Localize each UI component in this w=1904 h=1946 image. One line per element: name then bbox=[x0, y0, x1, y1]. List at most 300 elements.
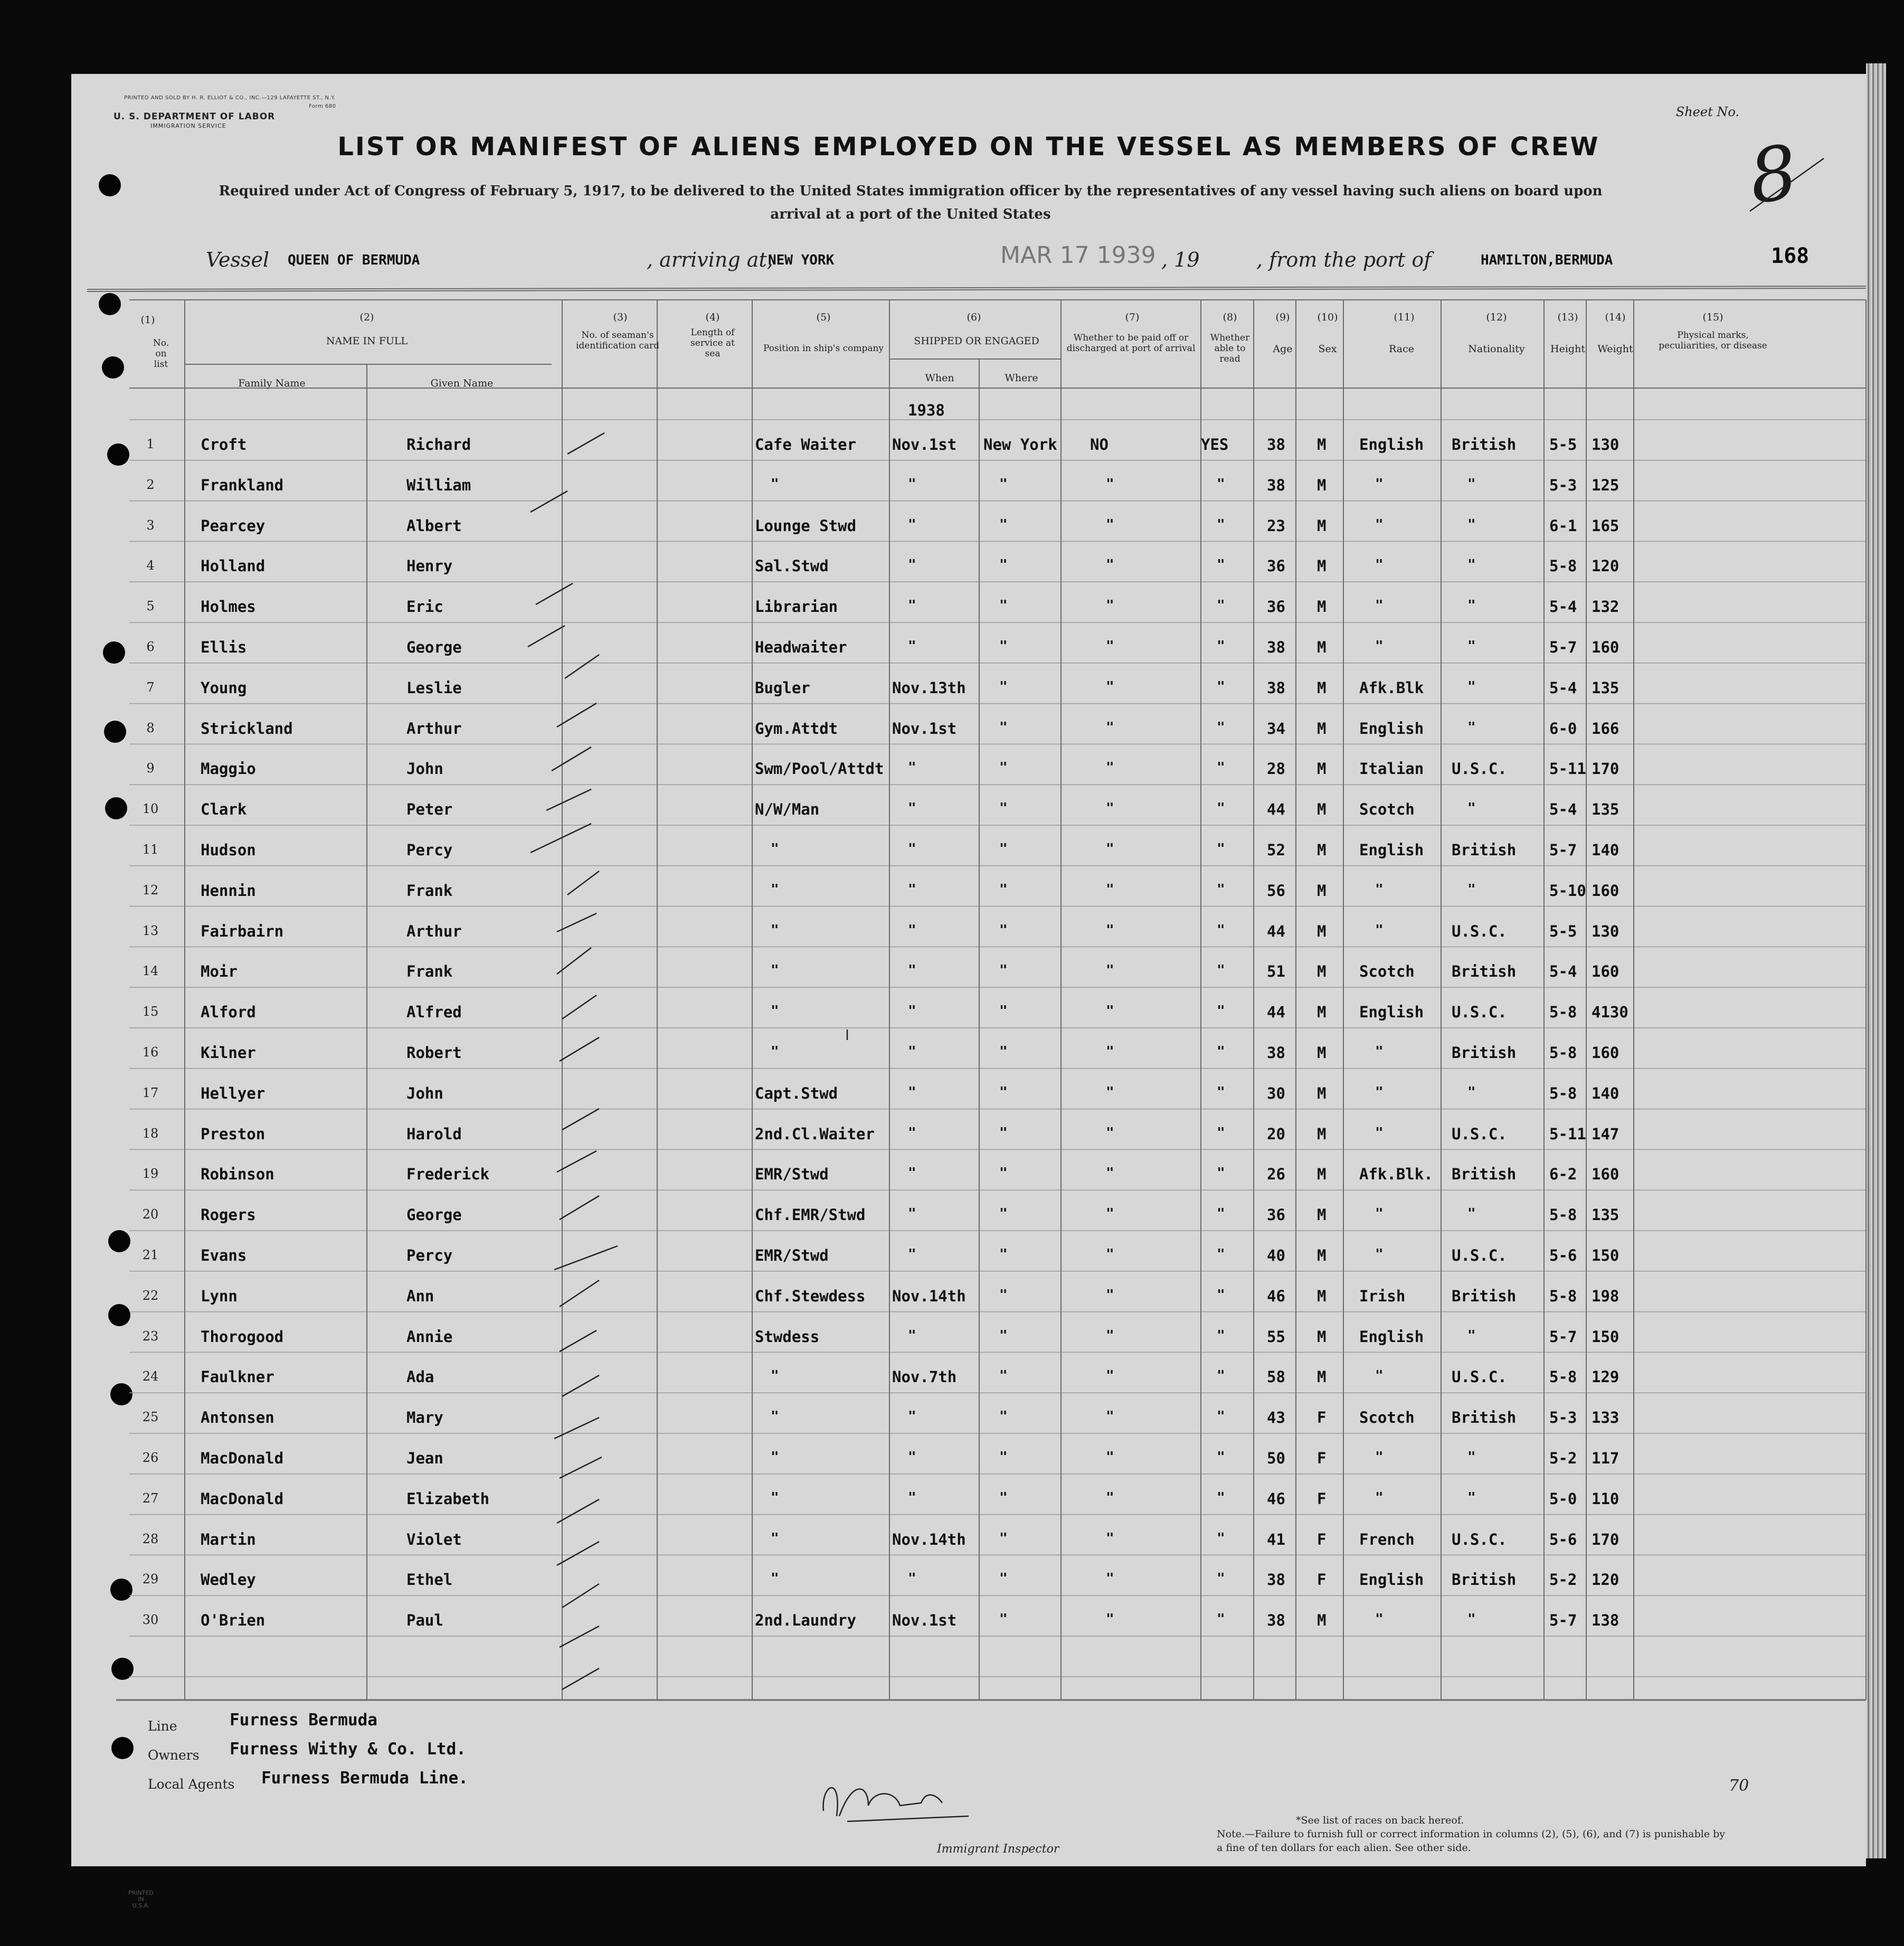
given-name-subhead: Given Name bbox=[430, 377, 494, 389]
cell-weight: 160 bbox=[1592, 881, 1619, 900]
department-name: U. S. DEPARTMENT OF LABOR bbox=[113, 111, 276, 122]
cell-where: " bbox=[999, 598, 1008, 614]
col-num-10: (10) bbox=[1317, 311, 1338, 323]
row-number: 3 bbox=[146, 517, 155, 533]
cell-given: William bbox=[406, 476, 471, 494]
cell-position: " bbox=[771, 1003, 779, 1019]
cell-read: " bbox=[1217, 1287, 1225, 1303]
col-num-12: (12) bbox=[1486, 311, 1507, 323]
cell-height: 5-8 bbox=[1549, 1368, 1577, 1386]
cell-position: " bbox=[771, 1409, 779, 1425]
cell-nat: " bbox=[1467, 557, 1476, 573]
cell-position: " bbox=[771, 1449, 779, 1465]
cell-nat: " bbox=[1467, 881, 1476, 898]
vessel-label: Vessel bbox=[206, 248, 270, 271]
cell-when: " bbox=[908, 598, 916, 614]
cell-paid: " bbox=[1106, 719, 1114, 735]
date-stamp: MAR 17 1939 bbox=[1000, 242, 1156, 269]
cell-weight: 120 bbox=[1592, 1571, 1619, 1589]
col-num-2: (2) bbox=[359, 311, 374, 323]
cell-position: 2nd.Laundry bbox=[755, 1611, 857, 1630]
cell-family: Lynn bbox=[201, 1287, 238, 1305]
cell-paid: " bbox=[1106, 1368, 1114, 1384]
cell-position: Bugler bbox=[755, 678, 810, 697]
cell-when: Nov.13th bbox=[892, 678, 966, 697]
cell-sex: M bbox=[1317, 800, 1327, 819]
cell-race: " bbox=[1375, 881, 1384, 898]
cell-when: " bbox=[908, 1084, 916, 1100]
row-number: 6 bbox=[146, 639, 155, 654]
cell-read: " bbox=[1217, 557, 1225, 573]
cell-height: 6-2 bbox=[1549, 1165, 1577, 1184]
margin-mark: 70 bbox=[1729, 1777, 1749, 1795]
cell-race: " bbox=[1375, 557, 1384, 573]
cell-paid: " bbox=[1106, 922, 1114, 938]
cell-family: Moir bbox=[201, 962, 238, 981]
cell-age: 28 bbox=[1267, 760, 1285, 778]
cell-where: " bbox=[999, 1327, 1008, 1344]
cell-weight: 117 bbox=[1592, 1449, 1619, 1467]
cell-race: English bbox=[1359, 436, 1424, 454]
cell-paid: NO bbox=[1090, 436, 1109, 454]
row-number: 2 bbox=[146, 477, 155, 492]
cell-given: Frederick bbox=[406, 1165, 490, 1184]
cell-read: " bbox=[1217, 1409, 1225, 1425]
cell-given: Percy bbox=[406, 841, 453, 859]
cell-family: Maggio bbox=[201, 760, 256, 778]
cell-age: 30 bbox=[1267, 1084, 1285, 1102]
cell-family: Preston bbox=[201, 1125, 266, 1143]
cell-race: Scotch bbox=[1359, 800, 1415, 819]
cell-height: 5-5 bbox=[1549, 436, 1577, 454]
cell-read: " bbox=[1217, 1530, 1225, 1546]
cell-read: " bbox=[1217, 1571, 1225, 1587]
printer-imprint: PRINTED AND SOLD BY H. R. ELLIOT & CO., INC.—129 LAFAYETTE ST., N.Y. bbox=[124, 95, 336, 101]
vessel-name: QUEEN OF BERMUDA bbox=[288, 252, 420, 268]
cell-height: 5-8 bbox=[1549, 1084, 1577, 1102]
cell-position: N/W/Man bbox=[755, 800, 820, 819]
cell-position: Librarian bbox=[755, 598, 838, 616]
col-num-7: (7) bbox=[1125, 311, 1140, 323]
cell-when: " bbox=[908, 638, 916, 654]
legal-note bbox=[1217, 1813, 1734, 1855]
cell-read: " bbox=[1217, 719, 1225, 735]
cell-read: " bbox=[1217, 678, 1225, 695]
cell-where: " bbox=[999, 1003, 1008, 1019]
cell-nat: " bbox=[1467, 1489, 1476, 1506]
cell-when: Nov.14th bbox=[892, 1530, 966, 1548]
cell-read: " bbox=[1217, 1489, 1225, 1506]
cell-weight: 135 bbox=[1592, 678, 1619, 697]
row-number: 4 bbox=[146, 558, 155, 573]
col-head-15: Physical marks, peculiarities, or disease bbox=[1659, 330, 1767, 351]
local-agents-label: Local Agents bbox=[148, 1777, 235, 1792]
cell-race: English bbox=[1359, 1327, 1424, 1346]
cell-paid: " bbox=[1106, 476, 1114, 492]
cell-weight: 138 bbox=[1592, 1611, 1619, 1630]
cell-when: " bbox=[908, 1246, 916, 1262]
cell-nat: British bbox=[1452, 1165, 1517, 1184]
cell-where: " bbox=[999, 1449, 1008, 1465]
row-number: 12 bbox=[142, 882, 159, 898]
cell-age: 38 bbox=[1267, 476, 1285, 494]
col-num-4: (4) bbox=[705, 311, 720, 323]
row-number: 1 bbox=[146, 437, 155, 451]
cell-where: " bbox=[999, 841, 1008, 857]
cell-when: " bbox=[908, 922, 916, 938]
cell-given: Elizabeth bbox=[406, 1489, 490, 1508]
cell-read: " bbox=[1217, 516, 1225, 533]
cell-position: Headwaiter bbox=[755, 638, 847, 656]
cell-family: Evans bbox=[201, 1246, 247, 1264]
cell-position: Gym.Attdt bbox=[755, 719, 838, 738]
cell-nat: U.S.C. bbox=[1452, 760, 1507, 778]
cell-where: " bbox=[999, 1571, 1008, 1587]
cell-where: " bbox=[999, 800, 1008, 817]
cell-height: 5-2 bbox=[1549, 1449, 1577, 1467]
cell-read: " bbox=[1217, 638, 1225, 654]
cell-paid: " bbox=[1106, 516, 1114, 533]
cell-given: Leslie bbox=[406, 678, 462, 697]
cell-when: Nov.1st bbox=[892, 436, 957, 454]
cell-position: " bbox=[771, 881, 779, 898]
cell-age: 56 bbox=[1267, 881, 1285, 900]
cell-nat: British bbox=[1452, 1287, 1517, 1305]
cell-race: " bbox=[1375, 1489, 1384, 1506]
cell-read: " bbox=[1217, 1246, 1225, 1262]
cell-family: Martin bbox=[201, 1530, 256, 1548]
col-head-7: Whether to be paid off or discharged at port of arrival bbox=[1066, 333, 1196, 354]
cell-nat: " bbox=[1467, 476, 1476, 492]
cell-sex: M bbox=[1317, 1044, 1327, 1062]
cell-paid: " bbox=[1106, 800, 1114, 817]
cell-weight: 160 bbox=[1592, 1044, 1619, 1062]
cell-paid: " bbox=[1106, 557, 1114, 573]
cell-height: 5-11 bbox=[1549, 760, 1586, 778]
cell-height: 6-1 bbox=[1549, 516, 1577, 535]
cell-where: " bbox=[999, 476, 1008, 492]
cell-paid: " bbox=[1106, 1409, 1114, 1425]
cell-height: 5-4 bbox=[1549, 962, 1577, 981]
cell-sex: M bbox=[1317, 436, 1327, 454]
row-number: 10 bbox=[142, 801, 159, 817]
cell-when: " bbox=[908, 1449, 916, 1465]
row-number: 22 bbox=[142, 1288, 159, 1303]
cell-race: French bbox=[1359, 1530, 1415, 1548]
cell-paid: " bbox=[1106, 1449, 1114, 1465]
cell-sex: M bbox=[1317, 841, 1327, 859]
cell-age: 46 bbox=[1267, 1287, 1285, 1305]
cell-family: Young bbox=[201, 678, 247, 697]
col-head-3: No. of seaman's identification card bbox=[575, 330, 660, 351]
col-num-8: (8) bbox=[1223, 311, 1237, 323]
col-head-5: Position in ship's company bbox=[763, 343, 884, 354]
row-number: 26 bbox=[142, 1450, 159, 1465]
cell-height: 5-8 bbox=[1549, 1206, 1577, 1224]
col-num-6: (6) bbox=[967, 311, 981, 323]
row-number: 21 bbox=[142, 1248, 159, 1262]
cell-height: 5-6 bbox=[1549, 1530, 1577, 1548]
cell-sex: M bbox=[1317, 1368, 1327, 1386]
col-num-13: (13) bbox=[1557, 311, 1578, 323]
cell-sex: M bbox=[1317, 1246, 1327, 1264]
arriving-label: , arriving at, bbox=[647, 248, 773, 271]
service-name: IMMIGRATION SERVICE bbox=[150, 122, 226, 129]
cell-height: 5-4 bbox=[1549, 598, 1577, 616]
cell-read: " bbox=[1217, 1125, 1225, 1141]
cell-sex: M bbox=[1317, 557, 1327, 575]
local-agents-value: Furness Bermuda Line. bbox=[261, 1769, 468, 1788]
paper-stack-edge bbox=[1866, 63, 1886, 1858]
cell-race: " bbox=[1375, 922, 1384, 938]
cell-weight: 147 bbox=[1592, 1125, 1619, 1143]
page-subtitle: Required under Act of Congress of February 5, 1917, to be delivered to the United States immigration officer by the representatives of any vessel having such aliens on board upon arrival at a port of the United States bbox=[219, 183, 1603, 222]
cell-given: Frank bbox=[406, 881, 453, 900]
cell-paid: " bbox=[1106, 881, 1114, 898]
cell-sex: M bbox=[1317, 1003, 1327, 1022]
cell-height: 5-7 bbox=[1549, 1327, 1577, 1346]
cell-nat: " bbox=[1467, 1327, 1476, 1344]
cell-when: " bbox=[908, 1489, 916, 1506]
cell-position: EMR/Stwd bbox=[755, 1165, 829, 1184]
cell-height: 5-6 bbox=[1549, 1246, 1577, 1264]
when-subhead: When bbox=[925, 372, 954, 384]
cell-when: " bbox=[908, 881, 916, 898]
cell-when: Nov.7th bbox=[892, 1368, 957, 1386]
cell-sex: M bbox=[1317, 1165, 1327, 1184]
cell-paid: " bbox=[1106, 1003, 1114, 1019]
cell-read: " bbox=[1217, 1449, 1225, 1465]
year-label: , 19 bbox=[1161, 248, 1200, 271]
row-number: 16 bbox=[142, 1045, 159, 1060]
cell-when: " bbox=[908, 1327, 916, 1344]
sheet-number-handwritten: 8 bbox=[1744, 129, 1803, 221]
cell-family: Antonsen bbox=[201, 1409, 274, 1427]
cell-age: 44 bbox=[1267, 1003, 1285, 1022]
cell-given: Percy bbox=[406, 1246, 453, 1264]
cell-weight: 125 bbox=[1592, 476, 1619, 494]
cell-given: Ann bbox=[406, 1287, 434, 1305]
col-head-13: Height bbox=[1550, 343, 1585, 355]
cell-given: George bbox=[406, 1206, 462, 1224]
cell-paid: " bbox=[1106, 1044, 1114, 1060]
cell-paid: " bbox=[1106, 1327, 1114, 1344]
cell-position: Chf.Stewdess bbox=[755, 1287, 866, 1305]
cell-position: Stwdess bbox=[755, 1327, 820, 1346]
cell-height: 5-3 bbox=[1549, 1409, 1577, 1427]
cell-read: " bbox=[1217, 962, 1225, 979]
where-subhead: Where bbox=[1005, 372, 1038, 384]
from-port: HAMILTON,BERMUDA bbox=[1481, 252, 1613, 268]
cell-age: 38 bbox=[1267, 1571, 1285, 1589]
cell-where: " bbox=[999, 962, 1008, 979]
cell-race: " bbox=[1375, 1368, 1384, 1384]
row-number: 27 bbox=[142, 1490, 159, 1506]
cell-read: " bbox=[1217, 800, 1225, 817]
cell-position: EMR/Stwd bbox=[755, 1246, 829, 1264]
cell-family: Croft bbox=[201, 436, 247, 454]
cell-paid: " bbox=[1106, 1530, 1114, 1546]
cell-weight: 170 bbox=[1592, 760, 1619, 778]
cell-nat: " bbox=[1467, 1611, 1476, 1628]
cell-race: English bbox=[1359, 719, 1424, 738]
cell-family: Clark bbox=[201, 800, 247, 819]
cell-race: Afk.Blk bbox=[1359, 678, 1424, 697]
arriving-port: NEW YORK bbox=[768, 252, 835, 268]
cell-when: Nov.1st bbox=[892, 719, 957, 738]
cell-family: Hudson bbox=[201, 841, 256, 859]
cell-when: " bbox=[908, 760, 916, 776]
cell-nat: U.S.C. bbox=[1452, 922, 1507, 940]
col-num-9: (9) bbox=[1275, 311, 1290, 323]
cell-weight: 198 bbox=[1592, 1287, 1619, 1305]
row-number: 28 bbox=[142, 1531, 159, 1546]
cell-family: MacDonald bbox=[201, 1489, 284, 1508]
cell-family: Strickland bbox=[201, 719, 293, 738]
cell-when: " bbox=[908, 1044, 916, 1060]
cell-weight: 110 bbox=[1592, 1489, 1619, 1508]
col-head-8: Whether able to read bbox=[1210, 333, 1250, 364]
cell-race: English bbox=[1359, 1571, 1424, 1589]
cell-weight: 135 bbox=[1592, 1206, 1619, 1224]
col-num-14: (14) bbox=[1605, 311, 1626, 323]
cell-age: 36 bbox=[1267, 557, 1285, 575]
cell-weight: 130 bbox=[1592, 436, 1619, 454]
cell-sex: M bbox=[1317, 678, 1327, 697]
cell-position: " bbox=[771, 962, 779, 979]
cell-sex: M bbox=[1317, 1327, 1327, 1346]
cell-weight: 150 bbox=[1592, 1246, 1619, 1264]
cell-when: " bbox=[908, 1003, 916, 1019]
cell-where: " bbox=[999, 1044, 1008, 1060]
cell-read: " bbox=[1217, 1611, 1225, 1628]
cell-age: 51 bbox=[1267, 962, 1285, 981]
cell-paid: " bbox=[1106, 1165, 1114, 1182]
cell-family: Holmes bbox=[201, 598, 256, 616]
col-head-10: Sex bbox=[1318, 343, 1337, 355]
cell-position: Lounge Stwd bbox=[755, 516, 857, 535]
cell-sex: M bbox=[1317, 516, 1327, 535]
cell-where: " bbox=[999, 678, 1008, 695]
cell-family: Kilner bbox=[201, 1044, 256, 1062]
cell-nat: " bbox=[1467, 516, 1476, 533]
penalty-note: Note.—Failure to furnish full or correct information in columns (2), (5), (6), and (7) is punishable by a fine of ten dollars for each alien. See other side. bbox=[1217, 1828, 1726, 1854]
cell-sex: M bbox=[1317, 598, 1327, 616]
cell-age: 55 bbox=[1267, 1327, 1285, 1346]
cell-given: John bbox=[406, 1084, 443, 1102]
cell-family: Hennin bbox=[201, 881, 256, 900]
cell-read: " bbox=[1217, 1003, 1225, 1019]
cell-weight: 132 bbox=[1592, 598, 1619, 616]
cell-sex: F bbox=[1317, 1530, 1327, 1548]
row-number: 29 bbox=[142, 1572, 159, 1587]
cell-paid: " bbox=[1106, 1206, 1114, 1222]
cell-race: Scotch bbox=[1359, 962, 1415, 981]
cell-when: " bbox=[908, 1125, 916, 1141]
cell-when: Nov.14th bbox=[892, 1287, 966, 1305]
cell-when: " bbox=[908, 1165, 916, 1182]
cell-read: " bbox=[1217, 476, 1225, 492]
immigrant-inspector-label: Immigrant Inspector bbox=[937, 1843, 1059, 1856]
cell-where: " bbox=[999, 1409, 1008, 1425]
cell-weight: 140 bbox=[1592, 841, 1619, 859]
cell-where: " bbox=[999, 1165, 1008, 1182]
cell-race: " bbox=[1375, 1084, 1384, 1100]
cell-height: 5-2 bbox=[1549, 1571, 1577, 1589]
cell-where: " bbox=[999, 881, 1008, 898]
cell-nat: U.S.C. bbox=[1452, 1368, 1507, 1386]
cell-given: Albert bbox=[406, 516, 462, 535]
cell-race: Scotch bbox=[1359, 1409, 1415, 1427]
cell-given: Annie bbox=[406, 1327, 453, 1346]
cell-weight: 160 bbox=[1592, 962, 1619, 981]
col-head-2: NAME IN FULL bbox=[326, 335, 408, 347]
cell-when: " bbox=[908, 557, 916, 573]
cell-read: " bbox=[1217, 881, 1225, 898]
cell-family: O'Brien bbox=[201, 1611, 266, 1630]
cell-where: " bbox=[999, 557, 1008, 573]
cell-read: " bbox=[1217, 841, 1225, 857]
cell-nat: British bbox=[1452, 1571, 1517, 1589]
cell-height: 5-7 bbox=[1549, 638, 1577, 656]
cell-age: 40 bbox=[1267, 1246, 1285, 1264]
cell-age: 38 bbox=[1267, 1044, 1285, 1062]
cell-read: " bbox=[1217, 1165, 1225, 1182]
cell-age: 20 bbox=[1267, 1125, 1285, 1143]
cell-where: " bbox=[999, 922, 1008, 938]
row-number: 25 bbox=[142, 1410, 159, 1425]
cell-age: 44 bbox=[1267, 800, 1285, 819]
cell-family: Alford bbox=[201, 1003, 256, 1022]
cell-where: " bbox=[999, 1125, 1008, 1141]
cell-sex: M bbox=[1317, 760, 1327, 778]
cell-when: " bbox=[908, 841, 916, 857]
cell-where: " bbox=[999, 638, 1008, 654]
cell-paid: " bbox=[1106, 1489, 1114, 1506]
cell-where: " bbox=[999, 1246, 1008, 1262]
cell-family: Holland bbox=[201, 557, 266, 575]
row-number: 23 bbox=[142, 1328, 159, 1344]
cell-race: " bbox=[1375, 1611, 1384, 1628]
cell-read: " bbox=[1217, 1206, 1225, 1222]
manifest-sheet bbox=[71, 74, 1866, 1909]
cell-where: " bbox=[999, 516, 1008, 533]
cell-when: " bbox=[908, 516, 916, 533]
cell-position: " bbox=[771, 1530, 779, 1546]
col-num-5: (5) bbox=[816, 311, 831, 323]
cell-position: Sal.Stwd bbox=[755, 557, 829, 575]
cell-read: " bbox=[1217, 1368, 1225, 1384]
cell-race: Afk.Blk. bbox=[1359, 1165, 1433, 1184]
cell-family: Thorogood bbox=[201, 1327, 284, 1346]
cell-nat: British bbox=[1452, 841, 1517, 859]
col-head-12: Nationality bbox=[1468, 343, 1525, 355]
cell-age: 44 bbox=[1267, 922, 1285, 940]
cell-paid: " bbox=[1106, 638, 1114, 654]
cell-age: 38 bbox=[1267, 678, 1285, 697]
cell-age: 38 bbox=[1267, 638, 1285, 656]
cell-height: 5-8 bbox=[1549, 1287, 1577, 1305]
cell-age: 50 bbox=[1267, 1449, 1285, 1467]
cell-family: MacDonald bbox=[201, 1449, 284, 1467]
line-label: Line bbox=[148, 1718, 177, 1734]
sheet-number-label: Sheet No. bbox=[1675, 105, 1739, 119]
row-number: 17 bbox=[142, 1085, 159, 1100]
cell-sex: M bbox=[1317, 476, 1327, 494]
row-number: 8 bbox=[146, 720, 155, 735]
cell-family: Frankland bbox=[201, 476, 284, 494]
cell-race: " bbox=[1375, 598, 1384, 614]
